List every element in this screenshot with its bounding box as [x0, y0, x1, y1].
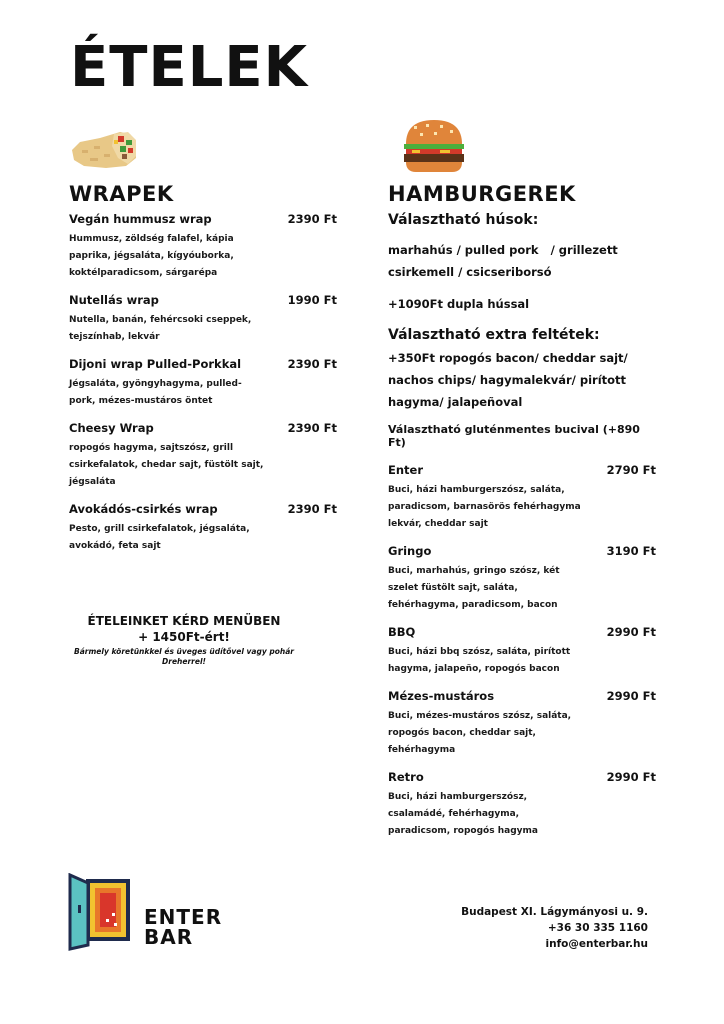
- meats-options: [388, 239, 656, 283]
- promo-title: ÉTELEINKET KÉRD MENÜBEN: [87, 614, 281, 628]
- extras-line: nachos chips/ hagymalekvár/ pirított: [388, 373, 627, 387]
- burger-icon: [400, 118, 468, 176]
- description-line: Buci, házi bbq szósz, saláta, pirított: [388, 647, 571, 657]
- item-price: 2390 Ft: [287, 421, 337, 435]
- description-line: pork, mézes-mustáros öntet: [69, 396, 213, 406]
- double-meat-note: +1090Ft dupla hússal: [388, 297, 530, 311]
- item-description: [69, 440, 337, 491]
- description-line: hagyma, jalapeño, ropogós bacon: [388, 664, 560, 674]
- list-item: [69, 293, 337, 346]
- item-description: [388, 644, 656, 678]
- gluten-free-note: Választható gluténmentes bucival (+890 Ft): [388, 423, 640, 449]
- item-description: [388, 482, 656, 533]
- description-line: koktélparadicsom, sárgarépa: [69, 268, 218, 278]
- address: Budapest XI. Lágymányosi u. 9.: [461, 906, 648, 918]
- brand-line: ENTER: [144, 905, 223, 929]
- promo-note-line: Bármely köretünkkel és üveges üdítővel vagy pohár: [74, 647, 294, 656]
- promo-note: [69, 647, 299, 667]
- description-line: csalamádé, fehérhagyma,: [388, 809, 520, 819]
- meats-label: Választható húsok:: [388, 212, 539, 228]
- item-price: 2990 Ft: [606, 770, 656, 784]
- item-name: Enter: [388, 463, 424, 477]
- promo-note-line: Dreherrel!: [162, 657, 206, 666]
- list-item: [69, 212, 337, 282]
- extras-options: [388, 347, 656, 413]
- menu-promo: [69, 614, 299, 667]
- description-line: paradicsom, ropogós hagyma: [388, 826, 538, 836]
- item-name: Mézes-mustáros: [388, 689, 495, 703]
- description-line: fehérhagyma, paradicsom, bacon: [388, 600, 558, 610]
- extras-line: hagyma/ jalapeñoval: [388, 395, 523, 409]
- burgers-list: [388, 212, 656, 851]
- description-line: jégsaláta: [69, 477, 116, 487]
- promo-price: + 1450Ft-ért!: [138, 630, 230, 644]
- item-price: 2390 Ft: [287, 502, 337, 516]
- extras-line: +350Ft ropogós bacon/ cheddar sajt/: [388, 351, 628, 365]
- list-item: [388, 463, 656, 533]
- item-price: 2990 Ft: [606, 689, 656, 703]
- description-line: Buci, mézes-mustáros szósz, saláta,: [388, 711, 572, 721]
- wrap-icon: [70, 128, 140, 172]
- description-line: Jégsaláta, gyöngyhagyma, pulled-: [69, 379, 242, 389]
- list-item: [388, 770, 656, 840]
- description-line: szelet füstölt sajt, saláta,: [388, 583, 518, 593]
- item-price: 2390 Ft: [287, 212, 337, 226]
- description-line: paradicsom, barnasörös fehérhagyma: [388, 502, 581, 512]
- description-line: paprika, jégsaláta, kígyóuborka,: [69, 251, 234, 261]
- door-logo-icon: [68, 873, 134, 955]
- description-line: Buci, házi hamburgerszósz,: [388, 792, 528, 802]
- item-description: [69, 376, 337, 410]
- list-item: [388, 544, 656, 614]
- item-price: 2390 Ft: [287, 357, 337, 371]
- item-description: [69, 231, 337, 282]
- item-name: Nutellás wrap: [69, 293, 159, 307]
- wraps-list: [69, 212, 337, 566]
- page-title: ÉTELEK: [70, 35, 309, 100]
- brand-line: BAR: [144, 925, 194, 949]
- phone: +36 30 335 1160: [547, 922, 648, 934]
- list-item: [388, 689, 656, 759]
- extras-label: Választható extra feltétek:: [388, 327, 600, 343]
- item-description: [69, 521, 337, 555]
- description-line: csirkefalatok, chedar sajt, füstölt sajt,: [69, 460, 264, 470]
- item-name: BBQ: [388, 625, 416, 639]
- list-item: [69, 502, 337, 555]
- list-item: [388, 625, 656, 678]
- item-name: Vegán hummusz wrap: [69, 212, 212, 226]
- item-name: Cheesy Wrap: [69, 421, 154, 435]
- item-description: [388, 563, 656, 614]
- description-line: tejszínhab, lekvár: [69, 332, 160, 342]
- email: info@enterbar.hu: [545, 938, 648, 950]
- item-name: Gringo: [388, 544, 432, 558]
- item-description: [69, 312, 337, 346]
- item-description: [388, 708, 656, 759]
- list-item: [69, 357, 337, 410]
- brand-logo-text: [144, 907, 222, 947]
- burgers-heading: HAMBURGEREK: [388, 182, 576, 206]
- description-line: lekvár, cheddar sajt: [388, 519, 488, 529]
- item-price: 1990 Ft: [287, 293, 337, 307]
- description-line: fehérhagyma: [388, 745, 456, 755]
- description-line: Hummusz, zöldség falafel, kápia: [69, 234, 234, 244]
- meats-line: marhahús / pulled pork / grillezett: [388, 243, 618, 257]
- item-name: Dijoni wrap Pulled-Porkkal: [69, 357, 242, 371]
- description-line: Pesto, grill csirkefalatok, jégsaláta,: [69, 524, 250, 534]
- item-name: Avokádós-csirkés wrap: [69, 502, 218, 516]
- item-description: [388, 789, 656, 840]
- item-price: 2790 Ft: [606, 463, 656, 477]
- description-line: Buci, házi hamburgerszósz, saláta,: [388, 485, 565, 495]
- wraps-heading: WRAPEK: [69, 182, 174, 206]
- item-price: 2990 Ft: [606, 625, 656, 639]
- description-line: Buci, marhahús, gringo szósz, két: [388, 566, 560, 576]
- description-line: ropogós bacon, cheddar sajt,: [388, 728, 536, 738]
- meats-line: csirkemell / csicseriborsó: [388, 265, 552, 279]
- item-name: Retro: [388, 770, 424, 784]
- description-line: ropogós hagyma, sajtszósz, grill: [69, 443, 234, 453]
- item-price: 3190 Ft: [606, 544, 656, 558]
- contact-info: [461, 904, 648, 952]
- description-line: Nutella, banán, fehércsoki cseppek,: [69, 315, 252, 325]
- list-item: [69, 421, 337, 491]
- description-line: avokádó, feta sajt: [69, 541, 161, 551]
